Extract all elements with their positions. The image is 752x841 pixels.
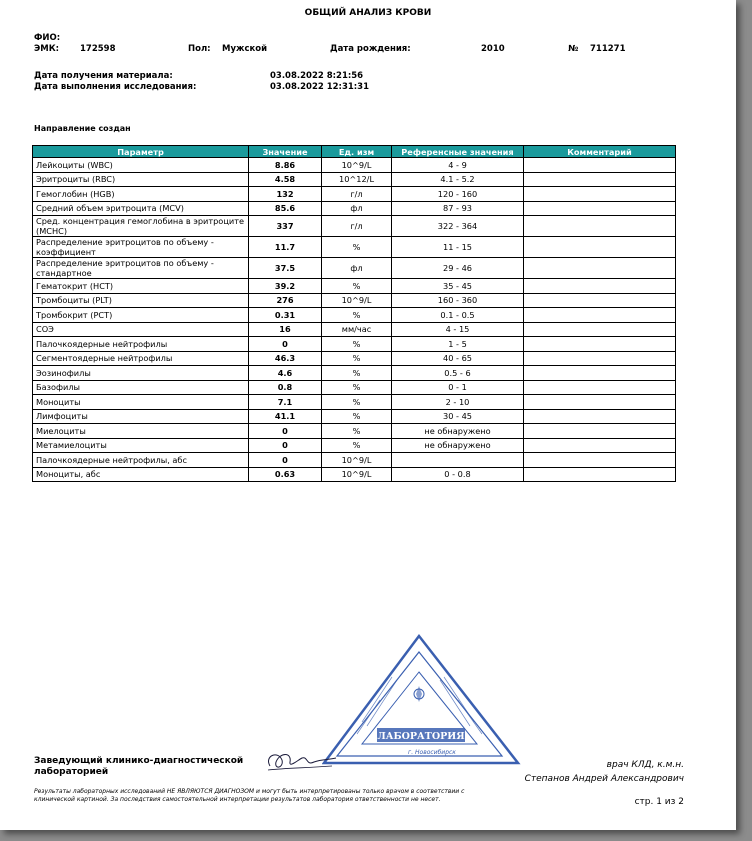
stamp-subtext: г. Новосибирск: [408, 749, 456, 756]
comment-cell: [524, 424, 676, 439]
reference-cell: 4.1 - 5.2: [392, 172, 524, 187]
unit-cell: фл: [322, 201, 392, 216]
comment-cell: [524, 453, 676, 468]
head-line1: Заведующий клинико-диагностической: [34, 756, 244, 766]
value-cell: 0.63: [249, 467, 322, 482]
done-label: Дата выполнения исследования:: [34, 82, 197, 92]
table-row: [33, 322, 676, 337]
disclaimer: [34, 788, 594, 804]
comment-cell: [524, 351, 676, 366]
table-row: [33, 380, 676, 395]
done-value: 03.08.2022 12:31:31: [270, 82, 370, 92]
table-row: [33, 172, 676, 187]
comment-cell: [524, 293, 676, 308]
comment-cell: [524, 467, 676, 482]
unit-cell: %: [322, 438, 392, 453]
param-cell: Лимфоциты: [33, 409, 249, 424]
reference-cell: 40 - 65: [392, 351, 524, 366]
value-cell: 0.31: [249, 308, 322, 323]
header-value: Значение: [249, 146, 322, 158]
header-comment: Комментарий: [524, 146, 676, 158]
value-cell: 0: [249, 453, 322, 468]
unit-cell: %: [322, 279, 392, 294]
header-reference: Референсные значения: [392, 146, 524, 158]
unit-cell: 10^12/L: [322, 172, 392, 187]
comment-cell: [524, 216, 676, 237]
stamp-text: ЛАБОРАТОРИЯ: [377, 731, 465, 742]
param-cell: Лейкоциты (WBC): [33, 158, 249, 173]
unit-cell: мм/час: [322, 322, 392, 337]
param-cell: Сред. концентрация гемоглобина в эритроците (MCHC): [33, 216, 249, 237]
param-cell: СОЭ: [33, 322, 249, 337]
reference-cell: 0.5 - 6: [392, 366, 524, 381]
received-value: 03.08.2022 8:21:56: [270, 71, 364, 81]
header-unit: Ед. изм: [322, 146, 392, 158]
table-header-row: [33, 146, 676, 158]
value-cell: 46.3: [249, 351, 322, 366]
table-row: [33, 158, 676, 173]
comment-cell: [524, 279, 676, 294]
value-cell: 7.1: [249, 395, 322, 410]
param-cell: Моноциты, абс: [33, 467, 249, 482]
dob-value: 2010: [481, 44, 505, 54]
unit-cell: %: [322, 237, 392, 258]
disclaimer-line1: Результаты лабораторных исследований НЕ ЯВЛЯЮТСЯ ДИАГНОЗОМ и могут быть интерпретированы только врачом в соответствии с: [34, 788, 465, 795]
param-cell: Базофилы: [33, 380, 249, 395]
param-cell: Миелоциты: [33, 424, 249, 439]
value-cell: 0: [249, 337, 322, 352]
value-cell: 4.6: [249, 366, 322, 381]
comment-cell: [524, 187, 676, 202]
doctor-title: врач КЛД, к.м.н.: [606, 760, 684, 770]
comment-cell: [524, 409, 676, 424]
unit-cell: %: [322, 409, 392, 424]
sex-label: Пол:: [188, 44, 211, 54]
reference-cell: 29 - 46: [392, 258, 524, 279]
param-cell: Палочкоядерные нейтрофилы, абс: [33, 453, 249, 468]
comment-cell: [524, 380, 676, 395]
reference-cell: не обнаружено: [392, 424, 524, 439]
table-row: [33, 351, 676, 366]
unit-cell: г/л: [322, 216, 392, 237]
reference-cell: 4 - 15: [392, 322, 524, 337]
value-cell: 39.2: [249, 279, 322, 294]
comment-cell: [524, 366, 676, 381]
document-title: ОБЩИЙ АНАЛИЗ КРОВИ: [304, 8, 432, 18]
comment-cell: [524, 308, 676, 323]
value-cell: 0: [249, 424, 322, 439]
unit-cell: 10^9/L: [322, 453, 392, 468]
unit-cell: %: [322, 424, 392, 439]
reference-cell: не обнаружено: [392, 438, 524, 453]
reference-cell: 120 - 160: [392, 187, 524, 202]
param-cell: Тромбокрит (PCT): [33, 308, 249, 323]
param-cell: Гемоглобин (HGB): [33, 187, 249, 202]
unit-cell: 10^9/L: [322, 158, 392, 173]
param-cell: Средний объем эритроцита (MCV): [33, 201, 249, 216]
reference-cell: 4 - 9: [392, 158, 524, 173]
table-row: [33, 366, 676, 381]
comment-cell: [524, 201, 676, 216]
comment-cell: [524, 438, 676, 453]
reference-cell: 35 - 45: [392, 279, 524, 294]
value-cell: 37.5: [249, 258, 322, 279]
doctor-block: [525, 758, 684, 786]
disclaimer-line2: клинической картиной. За последствия самостоятельной интерпретации результатов лаборатория ответственности не несет.: [34, 796, 441, 803]
param-cell: Эозинофилы: [33, 366, 249, 381]
unit-cell: %: [322, 380, 392, 395]
param-cell: Метамиелоциты: [33, 438, 249, 453]
value-cell: 16: [249, 322, 322, 337]
comment-cell: [524, 258, 676, 279]
param-cell: Тромбоциты (PLT): [33, 293, 249, 308]
param-cell: Моноциты: [33, 395, 249, 410]
param-cell: Эритроциты (RBC): [33, 172, 249, 187]
table-row: [33, 395, 676, 410]
value-cell: 132: [249, 187, 322, 202]
comment-cell: [524, 237, 676, 258]
page-number: стр. 1 из 2: [634, 797, 684, 807]
head-signature-block: [34, 756, 243, 778]
emk-label: ЭМК:: [34, 44, 60, 54]
unit-cell: фл: [322, 258, 392, 279]
unit-cell: 10^9/L: [322, 293, 392, 308]
table-row: [33, 279, 676, 294]
table-row: [33, 409, 676, 424]
value-cell: 8.86: [249, 158, 322, 173]
unit-cell: 10^9/L: [322, 467, 392, 482]
reference-cell: 0.1 - 0.5: [392, 308, 524, 323]
reference-cell: 30 - 45: [392, 409, 524, 424]
dob-label: Дата рождения:: [330, 44, 411, 54]
unit-cell: %: [322, 337, 392, 352]
reference-cell: [392, 453, 524, 468]
reference-cell: 0 - 0.8: [392, 467, 524, 482]
emk-value: 172598: [80, 44, 116, 54]
table-row: [33, 258, 676, 279]
reference-cell: 87 - 93: [392, 201, 524, 216]
table-row: [33, 308, 676, 323]
table-row: [33, 293, 676, 308]
value-cell: 11.7: [249, 237, 322, 258]
unit-cell: %: [322, 395, 392, 410]
table-row: [33, 187, 676, 202]
param-cell: Гематокрит (HCT): [33, 279, 249, 294]
sex-value: Мужской: [222, 44, 268, 54]
table-row: [33, 337, 676, 352]
table-row: [33, 424, 676, 439]
table-row: [33, 201, 676, 216]
value-cell: 0.8: [249, 380, 322, 395]
reference-cell: 2 - 10: [392, 395, 524, 410]
results-table: [32, 145, 676, 482]
comment-cell: [524, 158, 676, 173]
num-value: 711271: [590, 44, 626, 54]
value-cell: 276: [249, 293, 322, 308]
value-cell: 337: [249, 216, 322, 237]
reference-cell: 1 - 5: [392, 337, 524, 352]
value-cell: 0: [249, 438, 322, 453]
fio-label: ФИО:: [34, 33, 61, 43]
table-row: [33, 453, 676, 468]
reference-cell: 11 - 15: [392, 237, 524, 258]
unit-cell: %: [322, 351, 392, 366]
comment-cell: [524, 337, 676, 352]
received-label: Дата получения материала:: [34, 71, 173, 81]
value-cell: 41.1: [249, 409, 322, 424]
table-row: [33, 237, 676, 258]
comment-cell: [524, 172, 676, 187]
reference-cell: 160 - 360: [392, 293, 524, 308]
comment-cell: [524, 322, 676, 337]
reference-cell: 0 - 1: [392, 380, 524, 395]
unit-cell: %: [322, 366, 392, 381]
direction-label: Направление создан: [34, 124, 131, 133]
comment-cell: [524, 395, 676, 410]
table-row: [33, 467, 676, 482]
lab-stamp: [322, 632, 522, 767]
unit-cell: г/л: [322, 187, 392, 202]
table-row: [33, 216, 676, 237]
param-cell: Распределение эритроцитов по объему - коэффициент: [33, 237, 249, 258]
num-label: №: [568, 44, 579, 54]
param-cell: Палочкоядерные нейтрофилы: [33, 337, 249, 352]
reference-cell: 322 - 364: [392, 216, 524, 237]
value-cell: 4.58: [249, 172, 322, 187]
header-param: Параметр: [33, 146, 249, 158]
table-row: [33, 438, 676, 453]
value-cell: 85.6: [249, 201, 322, 216]
param-cell: Распределение эритроцитов по объему - стандартное: [33, 258, 249, 279]
head-line2: лабораторией: [34, 767, 109, 777]
doctor-name: Степанов Андрей Александрович: [524, 774, 684, 784]
unit-cell: %: [322, 308, 392, 323]
signature: [262, 746, 342, 776]
param-cell: Сегментоядерные нейтрофилы: [33, 351, 249, 366]
